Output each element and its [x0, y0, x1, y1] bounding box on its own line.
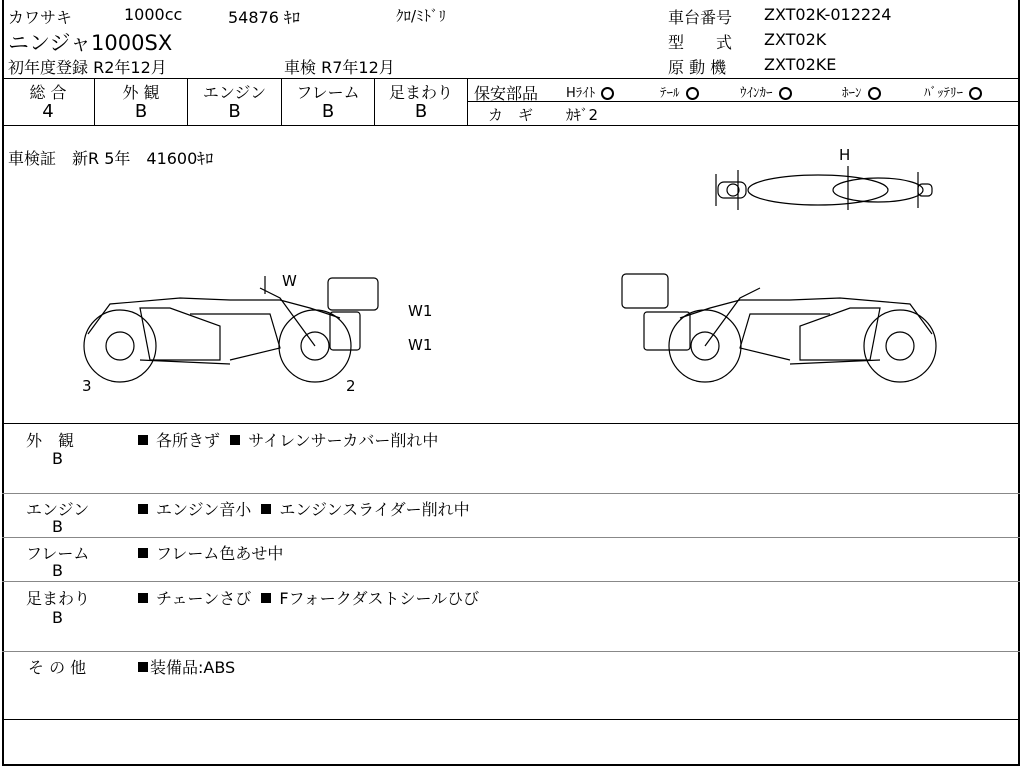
safety-headlight: Hﾗｲﾄ: [566, 82, 614, 101]
remark-other-text: 装備品:ABS: [138, 655, 235, 678]
grade-suspension: B: [414, 101, 428, 122]
mark-h: H: [839, 146, 851, 164]
ok-circle-icon: [779, 87, 792, 100]
remark-engine-grade: B: [52, 517, 63, 536]
mark-w: W: [282, 272, 297, 290]
ok-circle-icon: [686, 87, 699, 100]
safety-battery: ﾊﾞｯﾃﾘｰ: [924, 82, 982, 101]
grade-bottom-line: [2, 125, 1020, 126]
remark-other-label: そ の 他: [28, 658, 87, 677]
key-value: ｶｷﾞ2: [566, 106, 599, 124]
remark-exterior-items: 各所きず サイレンサーカバー削れ中: [138, 428, 438, 451]
type-value: ZXT02K: [764, 30, 827, 49]
remark-engine-items: エンジン音小 エンジンスライダー削れ中: [138, 497, 470, 520]
motorcycle-top-view: [708, 160, 938, 216]
mark-2: 2: [346, 377, 356, 395]
remark-exterior-label: 外 観: [26, 431, 75, 450]
ok-circle-icon: [969, 87, 982, 100]
safety-horn: ﾎｰﾝ: [842, 82, 881, 101]
remark-suspension-items: チェーンさび Fフォークダストシールひび: [138, 586, 479, 609]
remark-engine-label: エンジン: [26, 500, 90, 519]
displacement: 1000cc: [124, 5, 183, 24]
mark-3: 3: [82, 377, 92, 395]
grade-frame: B: [321, 101, 335, 122]
grade-exterior-label: 外 観: [122, 83, 160, 102]
motorcycle-right-view: [620, 268, 940, 388]
type-label: 型 式: [668, 33, 733, 52]
mileage: 54876 ｷﾛ: [228, 8, 300, 27]
remark-frame-items: フレーム色あせ中: [138, 541, 283, 564]
remark-frame-label: フレーム: [26, 544, 90, 563]
remark-exterior-grade: B: [52, 449, 63, 468]
safety-label: 保安部品: [474, 84, 539, 103]
frame-no: ZXT02K-012224: [764, 5, 892, 24]
grade-frame-label: フレーム: [296, 83, 360, 102]
model-name: ニンジャ1000SX: [8, 31, 173, 55]
safety-divider: [468, 101, 1020, 102]
grade-total-label: 総 合: [29, 83, 67, 102]
grade-engine: B: [228, 101, 241, 122]
safety-winker: ｳｲﾝｶｰ: [740, 82, 792, 101]
grade-engine-label: エンジン: [202, 83, 267, 102]
key-label: カ ギ: [488, 106, 534, 124]
remark-suspension-label: 足まわり: [26, 589, 91, 608]
motorcycle-left-view: [80, 268, 390, 388]
grade-total: 4: [42, 101, 54, 122]
grade-suspension-label: 足まわり: [388, 83, 453, 102]
inspection-date: 車検 R7年12月: [284, 58, 395, 77]
engine-value: ZXT02KE: [764, 55, 837, 74]
ok-circle-icon: [601, 87, 614, 100]
inspection-certificate: 車検証 新R 5年 41600ｷﾛ: [8, 149, 214, 168]
first-registration: 初年度登録 R2年12月: [8, 58, 167, 77]
maker: カワサキ: [8, 8, 73, 27]
ok-circle-icon: [868, 87, 881, 100]
mark-w1-lower: W1: [408, 336, 433, 354]
safety-tail: ﾃｰﾙ: [660, 82, 699, 101]
color: ｸﾛ/ﾐﾄﾞﾘ: [396, 7, 447, 25]
remark-suspension-grade: B: [52, 608, 63, 627]
engine-label: 原 動 機: [668, 58, 727, 77]
grade-top-line: [2, 78, 1020, 79]
grade-exterior: B: [134, 101, 148, 122]
frame-no-label: 車台番号: [668, 8, 733, 27]
mark-w1-upper: W1: [408, 302, 433, 320]
remark-frame-grade: B: [52, 561, 63, 580]
